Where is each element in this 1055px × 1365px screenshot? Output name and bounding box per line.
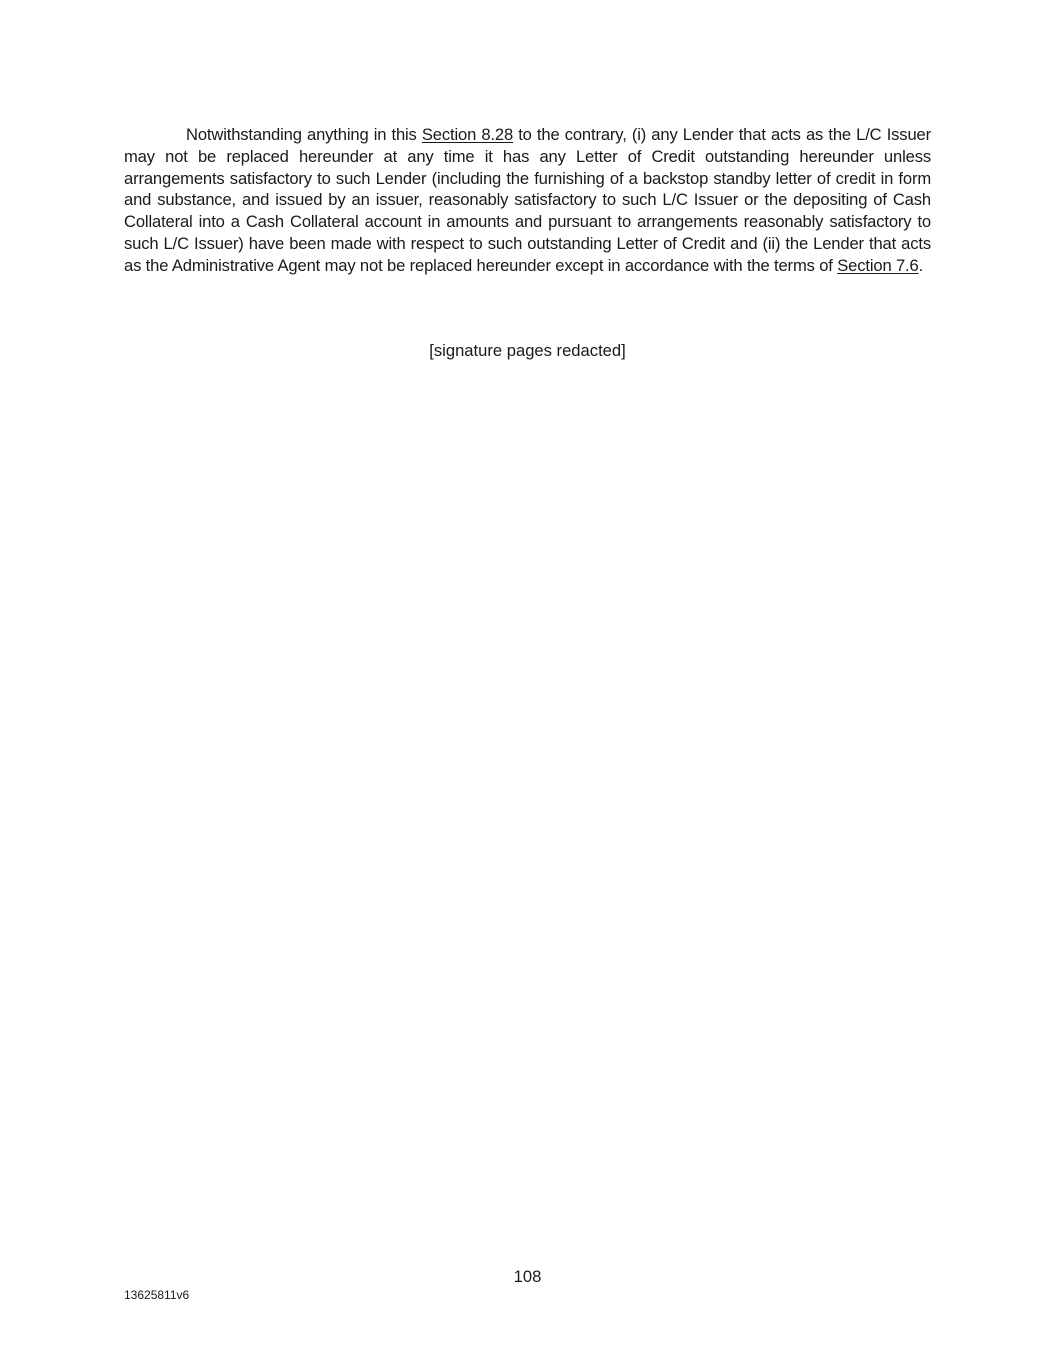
paragraph-tail-text: . (918, 255, 924, 275)
section-reference-8-28: Section 8.28 (421, 125, 514, 144)
body-paragraph (124, 124, 931, 277)
paragraph-main-text: to the contrary, (i) any Lender that acts as the L/C Issuer may not be replaced hereunder at any time it has any Letter of Credit outstanding hereunder unless arrangements satisfactory to such Lender (including the furnishing of a backstop standby letter of credit in form and substance, and issued by an issuer, reasonably satisfactory to such L/C Issuer or the depositing of Cash Collateral into a Cash Collateral account in amounts and pursuant to arrangements reasonably satisfactory to such L/C Issuer) have been made with respect to such outstanding Letter of Credit and (ii) the Lender that acts as the Administrative Agent may not be replaced hereunder except in accordance with the terms of (124, 125, 931, 275)
section-reference-7-6: Section 7.6 (837, 255, 919, 275)
paragraph-lead-text: Notwithstanding anything in this (186, 125, 422, 144)
signature-pages-redacted-note: [signature pages redacted] (429, 341, 626, 360)
page-number: 108 (513, 1267, 542, 1286)
document-id: 13625811v6 (124, 1288, 190, 1302)
